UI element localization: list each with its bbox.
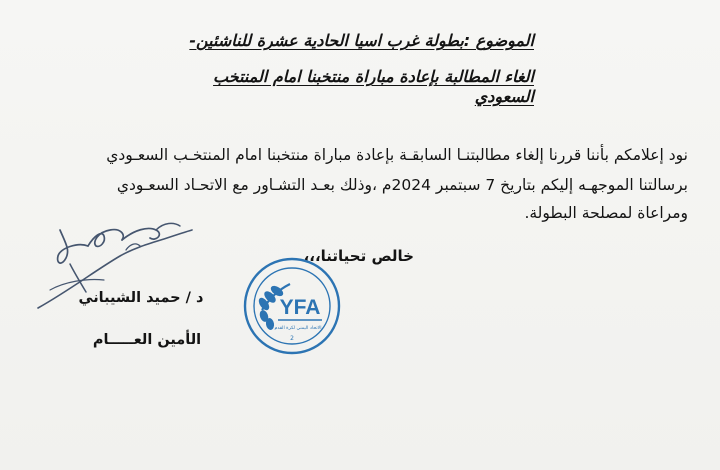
body-line-1: نود إعلامكم بأننا قررنا إلغاء مطالبتنـا السابقـة بإعادة مباراة منتخبنا امام المنتخـب السعـودي (106, 146, 688, 164)
signer-title: الأمين العـــــام (92, 332, 202, 348)
stamp-number: 2 (290, 335, 294, 342)
signer-name: د / حميد الشيباني (78, 290, 204, 306)
closing-greeting: خالص تحياتنا،،، (303, 247, 414, 265)
body-line-2: برسالتنا الموجهـه إليكم بتاريخ 7 سبتمبر 2024م ،وذلك بعـد التشـاور مع الاتحـاد السعـودي (116, 176, 688, 194)
stamp-caption: الاتحاد اليمني لكرة القدم (274, 326, 322, 331)
subject-line: الموضوع :بطولة غرب اسيا الحادية عشرة للناشئين- (189, 31, 534, 50)
yfa-stamp (242, 256, 342, 356)
body-line-3: ومراعاة لمصلحة البطولة. (524, 204, 688, 222)
stamp-letters: YFA (279, 296, 321, 319)
subject-line-2: الغاء المطالبة بإعادة مباراة منتخبنا امام المنتخب السعودي (213, 67, 534, 106)
